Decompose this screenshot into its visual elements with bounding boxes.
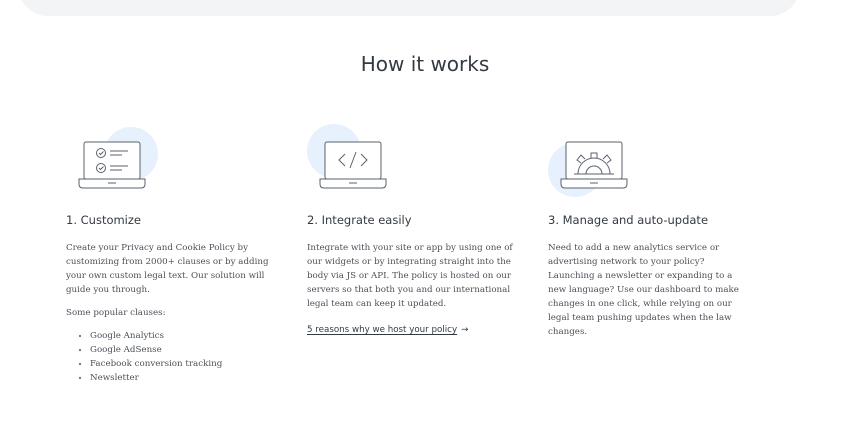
arrow-right-icon: → [461,325,469,335]
host-policy-link-label: 5 reasons why we host your policy [307,325,458,335]
step-title: 3. Manage and auto-update [548,213,709,227]
step-customize [66,118,281,385]
popular-clauses-label: Some popular clauses: [66,308,166,318]
section-heading: How it works [360,52,490,76]
step-title: 1. Customize [66,213,141,227]
laptop-checklist-icon [66,118,166,198]
laptop-gear-icon [548,118,648,198]
list-item: • Newsletter [90,371,281,385]
clauses-list [66,329,281,385]
host-policy-link[interactable] [307,325,468,335]
step-manage [548,118,753,339]
list-item: • Google AdSense [90,343,281,357]
step-integrate [307,118,522,336]
step-title: 2. Integrate easily [307,213,412,227]
step-description: Integrate with your site or app by using one of our widgets or by integrating straight into the body via JS or API. The policy is hosted on our servers so that both you and our international legal team can keep it updated. [307,243,513,309]
step-description: Create your Privacy and Cookie Policy by customizing from 2000+ clauses or by adding your own custom legal text. Our solution will guide you through. [66,243,269,295]
step-description: Need to add a new analytics service or advertising network to your policy? Launching a newsletter or expanding to a new language? Use our dashboard to make changes in one click, while relying on our legal team pushing updates when the law changes. [548,243,739,337]
laptop-code-icon [307,118,407,198]
list-item: • Facebook conversion tracking [90,357,281,371]
top-banner-edge [18,0,800,16]
list-item: • Google Analytics [90,329,281,343]
